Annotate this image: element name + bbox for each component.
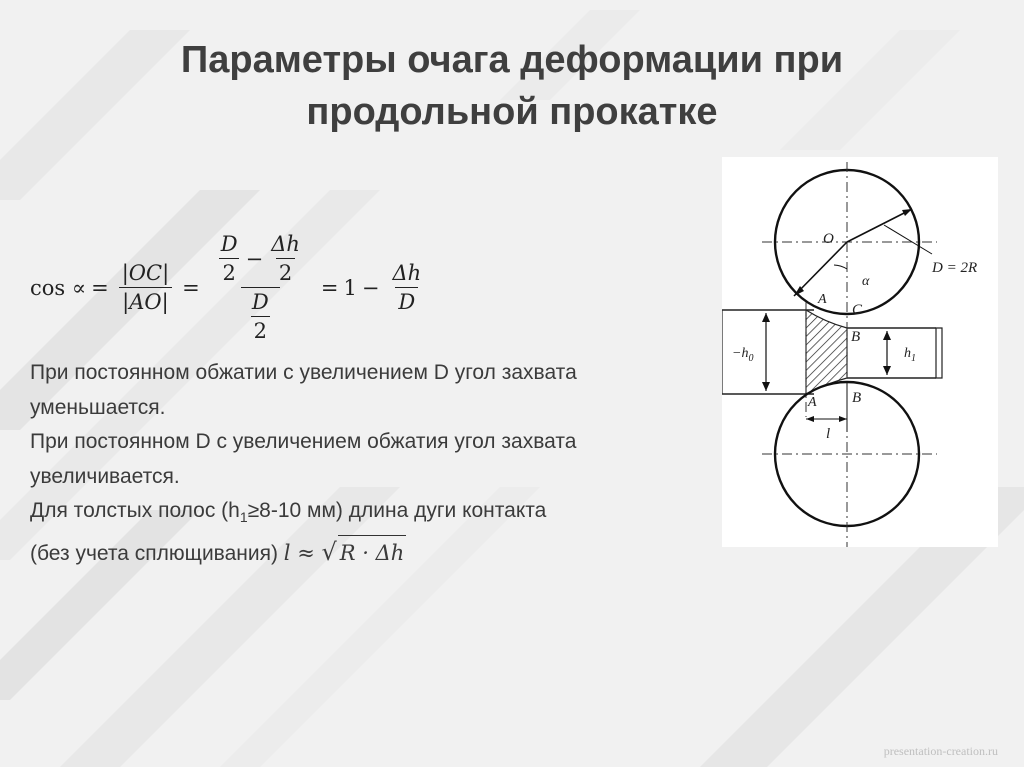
minus-sign: − [361, 275, 380, 300]
paragraph-line-1: При постоянном обжатии с увеличением D угол захвата [30, 361, 577, 384]
explanation-text [30, 356, 720, 571]
two-digit: 2 [219, 258, 238, 285]
arrow-down-icon [762, 382, 770, 391]
label-o: O [823, 231, 834, 247]
dh-symbol: Δh [392, 261, 422, 285]
arrow-up-icon [883, 331, 891, 340]
oc-segment: |OC| [121, 261, 170, 285]
rolling-diagram-svg [722, 157, 998, 547]
alpha-arc [834, 265, 847, 269]
two-digit: 2 [276, 258, 295, 285]
arrow-right-icon [839, 416, 847, 422]
ao-segment: |AO| [119, 287, 172, 314]
arrow-left-icon [806, 416, 814, 422]
one-digit: 1 [343, 275, 357, 300]
text-part: Для толстых полос (h [30, 499, 240, 522]
label-a-lower: A [808, 395, 817, 410]
label-b: B [851, 329, 861, 345]
equals-sign: = [91, 275, 109, 300]
label-c: C [852, 302, 863, 318]
two-digit: 2 [251, 316, 270, 343]
paragraph-line-2: уменьшается. [30, 395, 166, 419]
d-over-2-fraction [249, 290, 272, 343]
cos-symbol: cos [30, 275, 66, 300]
sqrt-sign: √ [321, 537, 337, 566]
paragraph-line-6 [30, 535, 720, 572]
capture-angle-formula [30, 232, 429, 343]
d-symbol: D [220, 232, 238, 256]
d-over-2-fraction [218, 232, 241, 285]
dh-over-d-fraction [390, 261, 425, 314]
label-b-lower: B [852, 390, 862, 406]
label-d-eq-2r: D = 2R [932, 260, 978, 276]
paragraph-line-3: При постоянном D с увеличением обжатия угол захвата [30, 430, 577, 453]
label-a: A [818, 292, 827, 307]
d-symbol: D [395, 287, 418, 314]
l-symbol: l [283, 540, 291, 565]
diameter-arrow-icon [902, 209, 912, 216]
label-h0: $-h_0$ [732, 346, 754, 364]
sqrt-radicand: R · Δh [338, 535, 407, 571]
equals-sign: = [182, 275, 200, 300]
paragraph-line-5 [30, 494, 720, 535]
alpha-symbol: ∝ [71, 275, 87, 300]
diameter-line [847, 209, 912, 242]
radius-line [794, 242, 847, 296]
approx-sign: ≈ [290, 540, 322, 565]
label-h1: $h_1$ [904, 346, 916, 364]
text-part: (без учета сплющивания) [30, 541, 284, 565]
dh-symbol: Δh [271, 232, 300, 256]
title-line-1: Параметры очага деформации при [180, 39, 844, 81]
label-alpha: α [862, 274, 870, 289]
paragraph-line-4: увеличивается. [30, 464, 180, 488]
title-line-2: продольной прокатке [306, 91, 718, 133]
label-l: l [826, 426, 831, 442]
watermark: presentation-creation.ru [883, 744, 998, 758]
oc-over-ao-fraction [119, 261, 172, 314]
dh-over-2-fraction [268, 232, 303, 285]
arrow-down-icon [883, 366, 891, 375]
text-part: ≥8-10 мм) длина дуги контакта [247, 499, 547, 522]
compound-numerator [210, 232, 311, 287]
subscript-1: 1 [239, 509, 248, 526]
compound-fraction [210, 232, 311, 343]
slide-title [0, 34, 1024, 138]
d-symbol: D [251, 290, 269, 314]
minus-sign: − [245, 246, 264, 271]
compound-denominator [241, 287, 280, 343]
diameter-leader [884, 225, 932, 254]
rolling-diagram [722, 157, 998, 547]
arrow-up-icon [762, 313, 770, 322]
equals-sign: = [320, 275, 339, 300]
